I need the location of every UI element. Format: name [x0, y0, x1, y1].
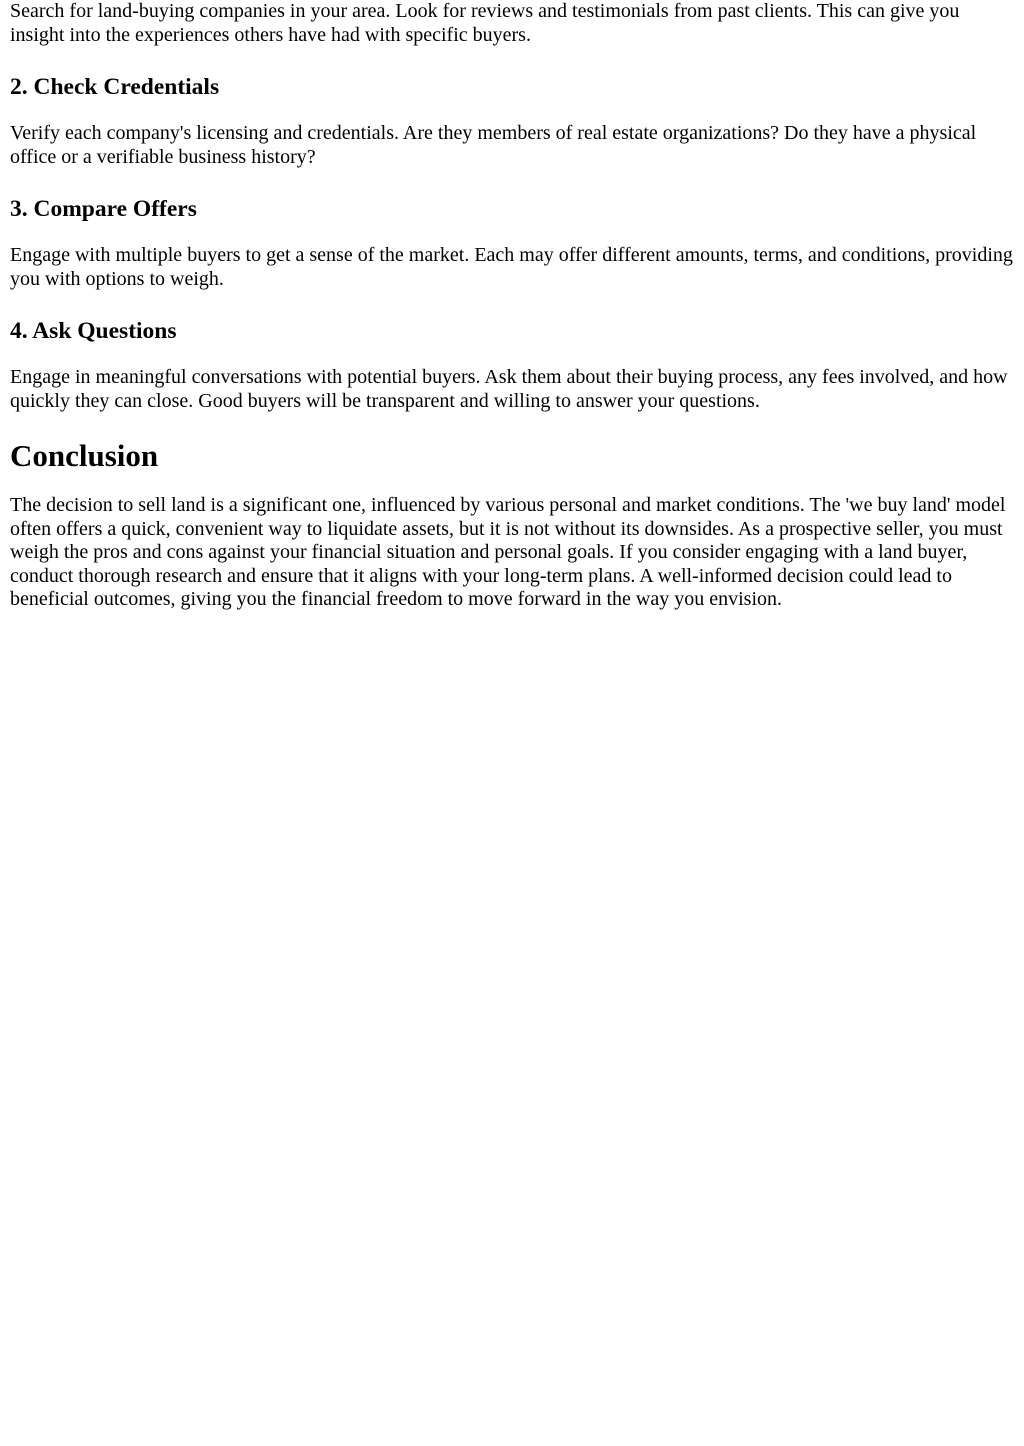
check-credentials-heading: 2. Check Credentials — [10, 74, 220, 100]
research-paragraph: Search for land-buying companies in your area. Look for reviews and testimonials from past clients. This can give you insight into the experiences others have had with specific buyers. — [10, 0, 960, 46]
conclusion-paragraph: The decision to sell land is a significant one, influenced by various personal and market conditions. The 'we buy land' model often offers a quick, convenient way to liquidate assets, but it is not without its downsides. As a prospective seller, you must weigh the pros and cons against your financial situation and personal goals. If you consider engaging with a land buyer, conduct thorough research and ensure that it aligns with your long-term plans. A well-informed decision could lead to beneficial outcomes, giving you the financial freedom to move forward in the way you envision. — [10, 494, 1006, 610]
article-body — [0, 0, 1024, 612]
check-credentials-paragraph: Verify each company's licensing and credentials. Are they members of real estate organizations? Do they have a physical office or a verifiable business history? — [10, 122, 977, 168]
conclusion-heading: Conclusion — [10, 438, 159, 473]
compare-offers-paragraph: Engage with multiple buyers to get a sense of the market. Each may offer different amounts, terms, and conditions, providing you with options to weigh. — [10, 244, 1013, 290]
ask-questions-heading: 4. Ask Questions — [10, 318, 177, 344]
compare-offers-heading: 3. Compare Offers — [10, 196, 197, 222]
ask-questions-paragraph: Engage in meaningful conversations with potential buyers. Ask them about their buying process, any fees involved, and how quickly they can close. Good buyers will be transparent and willing to answer your questions. — [10, 366, 1008, 412]
